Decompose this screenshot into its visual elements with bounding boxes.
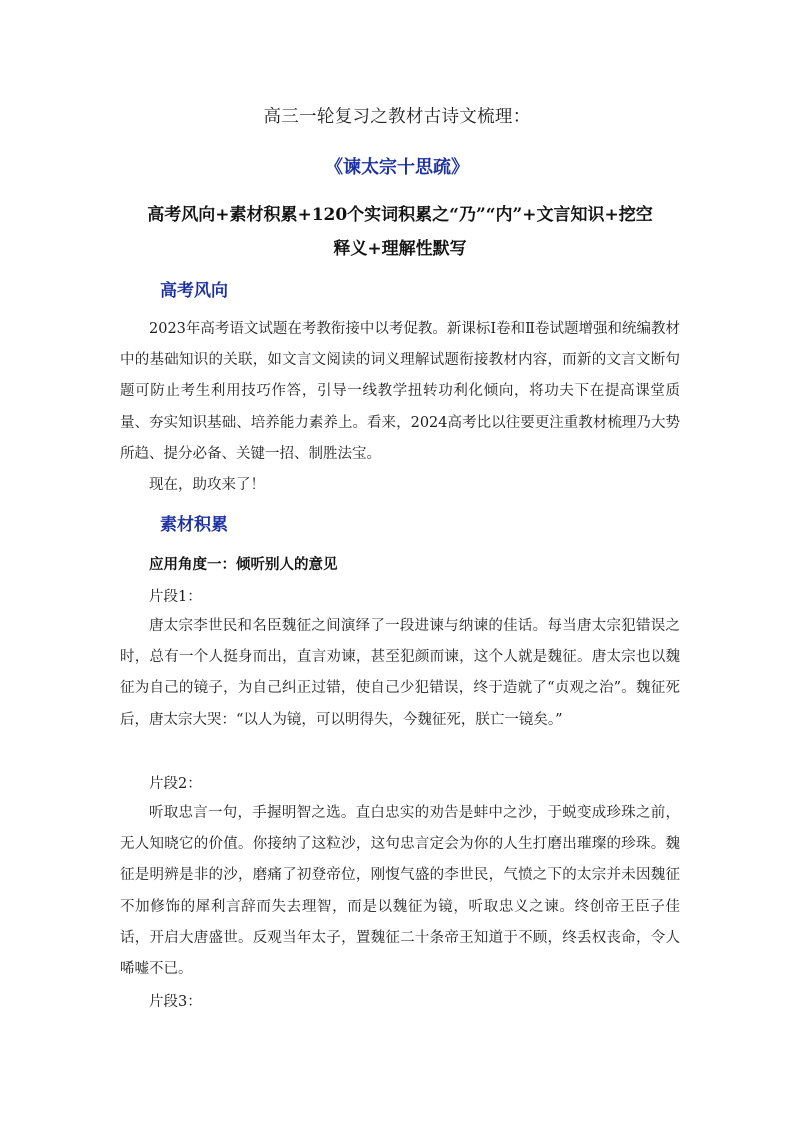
- subtitle-line-1: 高考风向+素材积累+120个实词积累之“乃”“内”+文言知识+挖空: [147, 205, 653, 225]
- fragment-1-text: 唐太宗李世民和名臣魏征之间演绎了一段进谏与纳谏的佳话。每当唐太宗犯错误之时，总有一个人挺身而出，直言劝谏，甚至犯颜而谏，这个人就是魏征。唐太宗也以魏征为自己的镜子，为自己纠正过错，使自己少犯错误，终于造就了“贞观之治”。魏征死后，唐太宗大哭：“以人为镜，可以明得失，今魏征死，朕亡一镜矣。”: [120, 618, 680, 728]
- trend-paragraph: 2023年高考语文试题在考教衔接中以考促教。新课标Ⅰ卷和Ⅱ卷试题增强和统编教材中的基础知识的关联，如文言文阅读的词义理解试题衔接教材内容，而新的文言文断句题可防止考生利用技巧作答，引导一线教学扭转功利化倾向，将功夫下在提高课堂质量、夯实知识基础、培养能力素养上。看来，2024高考比以往要更注重教材梳理乃大势所趋、提分必备、关键一招、制胜法宝。: [120, 321, 680, 462]
- section-heading-trend: 高考风向: [160, 281, 228, 301]
- fragment-1-label: 片段1：: [149, 589, 202, 605]
- subtitle-line-2: 释义+理解性默写: [333, 239, 467, 259]
- section-heading-material: 素材积累: [160, 515, 228, 535]
- fragment-2-text: 听取忠言一句，手握明智之选。直白忠实的劝告是蚌中之沙，于蜕变成珍珠之前，无人知晓它的价值。你接纳了这粒沙，这句忠言定会为你的人生打磨出璀璨的珍珠。魏征是明辨是非的沙，磨痛了初登帝位，刚愎气盛的李世民，气愤之下的太宗并未因魏征不加修饰的犀利言辞而失去理智，而是以魏征为镜，听取忠义之谏。终创帝王臣子佳话，开启大唐盛世。反观当年太子，置魏征二十条帝王知道于不顾，终丢权丧命，令人唏嘘不已。: [120, 805, 680, 978]
- application-angle-heading: 应用角度一：倾听别人的意见: [149, 556, 338, 573]
- fragment-2-label: 片段2：: [149, 776, 202, 792]
- document-title: 高三一轮复习之教材古诗文梳理：: [263, 107, 531, 127]
- fragment-3-label: 片段3：: [149, 994, 202, 1010]
- trend-closing-paragraph: 现在，助攻来了！: [149, 477, 265, 493]
- work-title: 《谏太宗十思疏》: [325, 157, 469, 178]
